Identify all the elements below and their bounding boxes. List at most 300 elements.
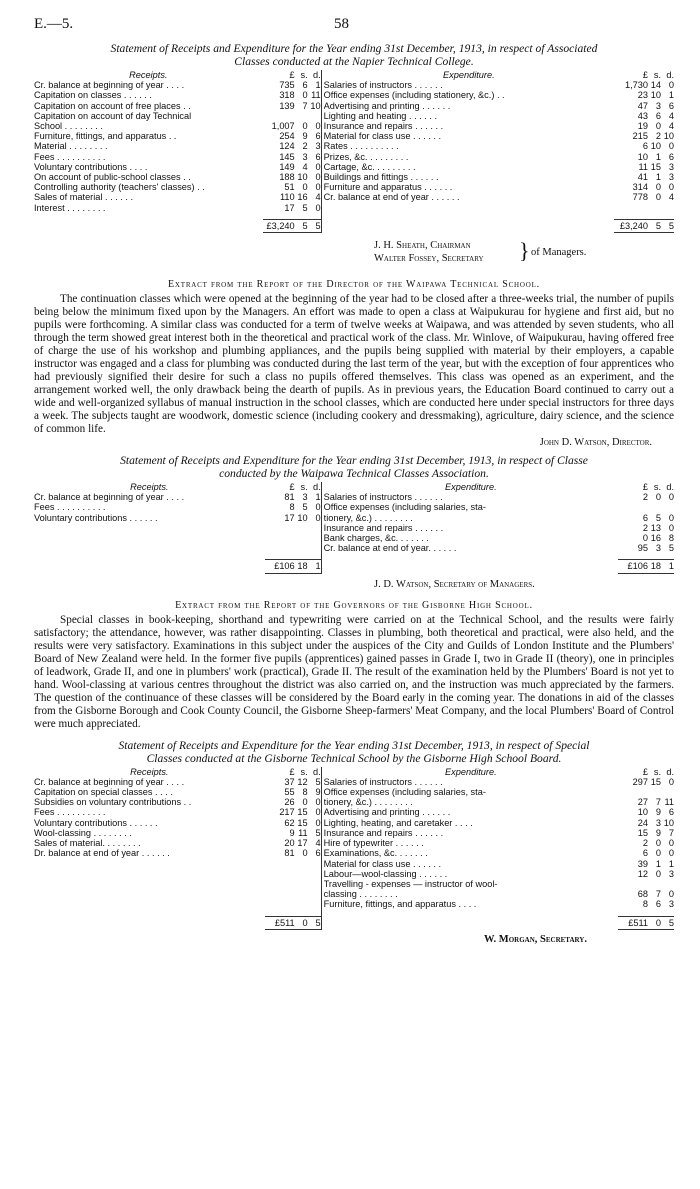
lsd-unit-s: s. [300, 482, 308, 493]
receipts-row [34, 818, 321, 828]
receipts-amount [263, 80, 321, 90]
amount-d: 11 [311, 90, 321, 101]
expenditure-amount [618, 828, 674, 838]
expenditure-item-label: Insurance and repairs . . . . . . [323, 827, 444, 838]
expenditure-item-label: Cr. balance at end of year . . . . . . [323, 192, 460, 203]
total-d: 1 [315, 561, 321, 572]
lsd-header [618, 482, 674, 492]
expenditure-row [324, 879, 674, 889]
amount-p: 217 [279, 807, 295, 818]
amount-d: 6 [668, 100, 674, 111]
expenditure-row [324, 869, 674, 879]
receipts-amount [265, 513, 321, 523]
amount-s: 10 [297, 172, 308, 183]
expenditure-item-label: Buildings and fittings . . . . . . [323, 172, 439, 183]
amount-s: 0 [302, 848, 308, 859]
receipts-total-row [34, 916, 321, 930]
amount-s: 16 [297, 192, 308, 203]
expenditure-row [324, 513, 674, 523]
expenditure-row [324, 889, 674, 899]
receipts-row [34, 152, 321, 162]
receipts-item-label: Capitation on special classes . . . . [34, 787, 173, 798]
expenditure-amount [614, 141, 674, 151]
amount-d: 6 [315, 848, 321, 859]
amount-s: 3 [302, 151, 308, 162]
document-page [34, 0, 674, 945]
expenditure-row [324, 818, 674, 828]
total-p: £511 [628, 917, 648, 928]
amount-s: 1 [655, 151, 661, 162]
receipts-item-label: Capitation on classes . . . . . . [34, 90, 152, 101]
amount-d: 4 [668, 192, 674, 203]
expenditure-item-label: Office expenses (including salaries, sta- [323, 787, 486, 798]
expenditure-amount [618, 889, 674, 899]
amount-d: 11 [664, 797, 674, 808]
waipawa-title-line-1: Statement of Receipts and Expenditure for the Year ending 31st December, 1913, in respect of Classe [120, 454, 588, 468]
amount-d: 0 [668, 80, 674, 91]
amount-s: 15 [650, 776, 661, 787]
lsd-header [265, 482, 321, 492]
expenditure-item-label: Travelling - expenses — instructor of wool- [323, 878, 498, 889]
receipts-column-header [34, 767, 321, 777]
waipawa-extract-heading: Extract from the Report of the Director of the Waipawa Technical School. [168, 279, 540, 291]
expenditure-amount [614, 182, 674, 192]
amount-s: 10 [650, 141, 661, 152]
amount-p: 41 [637, 172, 648, 183]
receipts-row [34, 797, 321, 807]
amount-s: 3 [655, 817, 661, 828]
amount-d: 0 [315, 202, 321, 213]
amount-s: 8 [302, 787, 308, 798]
expenditure-amount [614, 90, 674, 100]
amount-d: 0 [315, 172, 321, 183]
morgan-secretary-signature: W. Morgan, Secretary. [484, 933, 587, 945]
receipts-heading: Receipts. [129, 70, 168, 80]
receipts-amount [263, 172, 321, 182]
expenditure-amount [618, 797, 674, 807]
total-s: 5 [655, 220, 661, 231]
expenditure-amount [618, 492, 674, 502]
total-p: £106 [274, 561, 295, 572]
amount-p: 215 [632, 131, 648, 142]
expenditure-item-label: Office expenses (including stationery, &c.) . . [323, 90, 505, 101]
amount-s: 2 [302, 141, 308, 152]
expenditure-item-label: Material for class use . . . . . . [323, 858, 442, 869]
of-managers-label: of Managers. [531, 247, 587, 259]
total-s: 18 [297, 561, 308, 572]
amount-d [308, 111, 321, 121]
amount-d: 0 [668, 776, 674, 787]
expenditure-amount [614, 152, 674, 162]
receipts-column [34, 70, 321, 233]
expenditure-item-label: classing . . . . . . . . [323, 889, 398, 900]
receipts-amount [263, 101, 321, 111]
receipts-total [265, 916, 321, 930]
expenditure-amount [618, 818, 674, 828]
amount-d: 1 [668, 90, 674, 101]
expenditure-amount [618, 523, 674, 533]
amount-s [648, 879, 661, 889]
amount-s: 13 [650, 522, 661, 533]
amount-s: 0 [655, 492, 661, 503]
expenditure-row [324, 492, 674, 502]
amount-d: 3 [315, 141, 321, 152]
amount-p [618, 879, 648, 889]
receipts-item-label: Cr. balance at beginning of year . . . . [34, 492, 185, 503]
amount-d: 0 [315, 807, 321, 818]
expenditure-row [324, 543, 674, 553]
amount-p: 17 [284, 512, 295, 523]
amount-d: 3 [668, 868, 674, 879]
lsd-unit-d: d. [312, 482, 321, 493]
amount-s: 3 [655, 543, 661, 554]
receipts-row [34, 838, 321, 848]
amount-d: 0 [668, 492, 674, 503]
amount-s: 5 [302, 202, 308, 213]
receipts-item-label: Cr. balance at beginning of year . . . . [34, 80, 185, 91]
amount-s: 0 [655, 121, 661, 132]
amount-d: 4 [315, 192, 321, 203]
lsd-unit-s: s. [653, 482, 661, 493]
expenditure-item-label: Furniture, fittings, and apparatus . . . . [323, 899, 477, 910]
amount-p: 8 [642, 899, 648, 910]
lsd-header [265, 767, 321, 777]
expenditure-row [324, 101, 674, 111]
lsd-header [263, 70, 321, 80]
total-d: 5 [315, 917, 321, 928]
lsd-unit-p: £ [642, 766, 648, 777]
expenditure-row [324, 90, 674, 100]
receipts-row [34, 203, 321, 213]
amount-s: 0 [302, 90, 308, 101]
expenditure-total [614, 219, 674, 233]
expenditure-total-row [324, 219, 674, 233]
amount-p: 8 [289, 502, 295, 513]
amount-s: 0 [655, 848, 661, 859]
secretary-signature: Walter Fossey, Secretary [374, 253, 484, 265]
total-s: 5 [302, 220, 308, 231]
amount-p: 254 [279, 131, 295, 142]
amount-p: 55 [284, 787, 295, 798]
receipts-total-row [34, 219, 321, 233]
receipts-column-header [34, 70, 321, 80]
receipts-item-label: Voluntary contributions . . . . . . [34, 817, 158, 828]
amount-s: 2 [655, 131, 661, 142]
expenditure-item-label: Rates . . . . . . . . . . [323, 141, 399, 152]
gisborne-title-line-2: Classes conducted at the Gisborne Technical School by the Gisborne High School Board. [146, 751, 562, 765]
expenditure-amount [614, 80, 674, 90]
gisborne-statement-title [34, 739, 674, 765]
amount-s: 4 [302, 161, 308, 172]
amount-d: 0 [315, 797, 321, 808]
expenditure-amount [618, 807, 674, 817]
amount-p: 81 [284, 492, 295, 503]
expenditure-row [324, 131, 674, 141]
lsd-unit-p: £ [642, 70, 648, 80]
amount-p: 124 [279, 141, 295, 152]
expenditure-row [324, 807, 674, 817]
amount-d: 0 [315, 161, 321, 172]
amount-d: 10 [310, 100, 321, 111]
amount-d: 1 [315, 80, 321, 91]
watson-director-signature: John D. Watson, Director. [539, 437, 652, 449]
expenditure-item-label: Lighting and heating . . . . . . [323, 110, 438, 121]
expenditure-item-label: Salaries of instructors . . . . . . [323, 492, 443, 503]
expenditure-column [321, 70, 674, 233]
receipts-row [34, 182, 321, 192]
expenditure-row [324, 502, 674, 512]
receipts-amount [263, 121, 321, 131]
amount-d: 0 [315, 182, 321, 193]
amount-p: 188 [279, 172, 295, 183]
receipts-item-label: Fees . . . . . . . . . . [34, 502, 106, 513]
amount-p: 24 [637, 817, 648, 828]
receipts-item-label: Controlling authority (teachers' classes) . . [34, 182, 205, 193]
lsd-unit-p: £ [289, 766, 295, 777]
amount-s: 7 [302, 100, 308, 111]
expenditure-row [324, 172, 674, 182]
page-header [34, 16, 674, 38]
expenditure-item-label: Salaries of instructors . . . . . . [323, 80, 443, 91]
amount-s: 0 [302, 797, 308, 808]
receipts-heading: Receipts. [130, 766, 169, 777]
amount-p: 43 [637, 110, 648, 121]
amount-d: 0 [668, 889, 674, 900]
total-s: 18 [650, 561, 661, 572]
receipts-column [34, 482, 321, 574]
amount-s: 15 [297, 807, 308, 818]
gisborne-extract-heading: Extract from the Report of the Governors of the Gisborne High School. [175, 599, 533, 611]
chairman-signature: J. H. Sheath, Chairman [374, 240, 471, 252]
amount-p: 10 [637, 151, 648, 162]
amount-d: 6 [668, 151, 674, 162]
total-s: 0 [302, 917, 308, 928]
amount-s: 9 [655, 807, 661, 818]
total-d: 1 [668, 561, 674, 572]
receipts-item-label: On account of public-school classes . . [34, 172, 191, 183]
receipts-amount [265, 828, 321, 838]
receipts-row [34, 162, 321, 172]
amount-s [648, 787, 661, 797]
expenditure-item-label: Labour—wool-classing . . . . . . [323, 868, 448, 879]
expenditure-row [324, 838, 674, 848]
amount-p [263, 111, 295, 121]
amount-p: 37 [284, 776, 295, 787]
receipts-item-label: Fees . . . . . . . . . . [34, 151, 106, 162]
expenditure-column [321, 767, 674, 930]
receipts-amount [263, 182, 321, 192]
amount-d [661, 787, 674, 797]
amount-s: 9 [302, 131, 308, 142]
amount-p: 139 [279, 100, 295, 111]
amount-p: 145 [279, 151, 295, 162]
amount-p: 26 [284, 797, 295, 808]
amount-p: 318 [279, 90, 295, 101]
receipts-amount [263, 90, 321, 100]
receipts-item-label: Furniture, fittings, and apparatus . . [34, 131, 177, 142]
receipts-total [265, 559, 321, 573]
amount-d: 10 [663, 817, 674, 828]
amount-d: 0 [315, 512, 321, 523]
amount-d: 0 [668, 838, 674, 849]
expenditure-row [324, 182, 674, 192]
lsd-unit-d: d. [312, 766, 321, 777]
amount-p: 1,730 [625, 80, 648, 91]
amount-p [618, 787, 648, 797]
amount-s: 15 [297, 817, 308, 828]
expenditure-item-label: Examinations, &c. . . . . . . [323, 848, 428, 859]
amount-d: 5 [668, 543, 674, 554]
amount-d: 10 [663, 131, 674, 142]
amount-p: 81 [284, 848, 295, 859]
total-s: 0 [655, 917, 661, 928]
napier-signature-block [34, 237, 674, 277]
amount-s: 3 [655, 100, 661, 111]
expenditure-amount [618, 859, 674, 869]
amount-p: 2 [642, 522, 648, 533]
expenditure-item-label: Cr. balance at end of year. . . . . . [323, 543, 457, 554]
receipts-heading: Receipts. [130, 482, 169, 493]
amount-p: 297 [632, 776, 648, 787]
amount-p: 2 [642, 838, 648, 849]
amount-d: 5 [315, 827, 321, 838]
document-reference: E.—5. [34, 16, 74, 32]
receipts-item-label: Dr. balance at end of year . . . . . . [34, 848, 170, 859]
amount-d: 0 [668, 512, 674, 523]
amount-p: 6 [642, 141, 648, 152]
receipts-item-label: Fees . . . . . . . . . . [34, 807, 106, 818]
receipts-item-label: Capitation on account of free places . . [34, 100, 191, 111]
receipts-row [34, 172, 321, 182]
amount-p: 10 [637, 807, 648, 818]
amount-s: 16 [650, 533, 661, 544]
receipts-amount [263, 131, 321, 141]
receipts-amount [263, 141, 321, 151]
expenditure-heading: Expenditure. [445, 482, 497, 493]
amount-s: 0 [655, 182, 661, 193]
expenditure-row [324, 787, 674, 797]
expenditure-item-label: Lighting, heating, and caretaker . . . . [323, 817, 473, 828]
expenditure-column-header [324, 482, 674, 492]
expenditure-row [324, 523, 674, 533]
receipts-total [263, 219, 321, 233]
expenditure-column [321, 482, 674, 574]
receipts-item-label: Sales of material. . . . . . . . [34, 838, 141, 849]
receipts-amount [265, 807, 321, 817]
amount-p: 149 [279, 161, 295, 172]
amount-d: 7 [668, 827, 674, 838]
amount-p: 0 [642, 533, 648, 544]
receipts-item-label: Material . . . . . . . . [34, 141, 108, 152]
expenditure-item-label: Cartage, &c. . . . . . . . . [323, 161, 416, 172]
receipts-amount [265, 787, 321, 797]
expenditure-row [324, 162, 674, 172]
receipts-row [34, 80, 321, 90]
amount-p: 2 [642, 492, 648, 503]
expenditure-row [324, 121, 674, 131]
amount-s: 7 [655, 797, 661, 808]
amount-d: 9 [315, 787, 321, 798]
expenditure-total [618, 916, 674, 930]
receipts-item-label: Voluntary contributions . . . . . . [34, 512, 158, 523]
receipts-item-label: Voluntary contributions . . . . [34, 161, 148, 172]
amount-s: 17 [297, 838, 308, 849]
napier-title-line-1: Statement of Receipts and Expenditure for the Year ending 31st December, 1913, in respect of Associated [110, 42, 598, 55]
watson-secretary-signature: J. D. Watson, Secretary of Managers. [374, 578, 535, 590]
expenditure-amount [614, 172, 674, 182]
expenditure-amount [614, 121, 674, 131]
expenditure-amount [618, 777, 674, 787]
amount-s: 0 [655, 868, 661, 879]
expenditure-amount [618, 533, 674, 543]
amount-s: 15 [650, 161, 661, 172]
total-d: 5 [668, 220, 674, 231]
receipts-row [34, 192, 321, 202]
amount-p: 39 [637, 858, 648, 869]
amount-s [295, 111, 308, 121]
amount-s: 12 [297, 776, 308, 787]
amount-d: 0 [315, 817, 321, 828]
amount-s: 14 [650, 80, 661, 91]
amount-s: 9 [655, 827, 661, 838]
receipts-row [34, 848, 321, 858]
amount-d: 6 [668, 807, 674, 818]
amount-d: 3 [668, 161, 674, 172]
amount-s: 6 [655, 899, 661, 910]
receipts-item-label: Sales of material . . . . . . [34, 192, 134, 203]
amount-p: 68 [637, 889, 648, 900]
expenditure-item-label: tionery, &c.) . . . . . . . . [323, 797, 413, 808]
amount-p: 110 [280, 192, 295, 203]
expenditure-amount [618, 869, 674, 879]
amount-s: 10 [650, 90, 661, 101]
receipts-row [34, 502, 321, 512]
receipts-total-row [34, 559, 321, 573]
amount-s: 5 [302, 502, 308, 513]
waipawa-title-line-2: conducted by the Waipawa Technical Classes Association. [219, 467, 489, 481]
total-p: £106 [627, 561, 648, 572]
expenditure-item-label: Advertising and printing . . . . . . [323, 100, 451, 111]
receipts-amount [265, 797, 321, 807]
napier-title-line-2: Classes conducted at the Napier Technical College. [234, 55, 474, 68]
expenditure-amount [618, 838, 674, 848]
receipts-column [34, 767, 321, 930]
amount-d: 0 [668, 522, 674, 533]
receipts-amount [263, 203, 321, 213]
receipts-amount [263, 152, 321, 162]
expenditure-row [324, 152, 674, 162]
expenditure-amount [618, 848, 674, 858]
expenditure-row [324, 899, 674, 909]
amount-s: 0 [655, 838, 661, 849]
lsd-header [618, 767, 674, 777]
expenditure-heading: Expenditure. [443, 70, 495, 80]
amount-p: 51 [284, 182, 295, 193]
receipts-amount [265, 502, 321, 512]
gisborne-accounts-table [34, 767, 674, 930]
gisborne-title-line-1: Statement of Receipts and Expenditure for the Year ending 31st December, 1913, in respect of Special [118, 738, 590, 752]
amount-d: 6 [315, 131, 321, 142]
amount-d: 1 [315, 492, 321, 503]
amount-p: 1,007 [271, 121, 295, 132]
expenditure-item-label: Salaries of instructors . . . . . . [323, 776, 443, 787]
expenditure-amount [614, 162, 674, 172]
amount-d: 4 [668, 121, 674, 132]
expenditure-item-label: Hire of typewriter . . . . . . [323, 838, 424, 849]
expenditure-column-header [324, 70, 674, 80]
receipts-row [34, 101, 321, 111]
amount-s: 1 [655, 858, 661, 869]
